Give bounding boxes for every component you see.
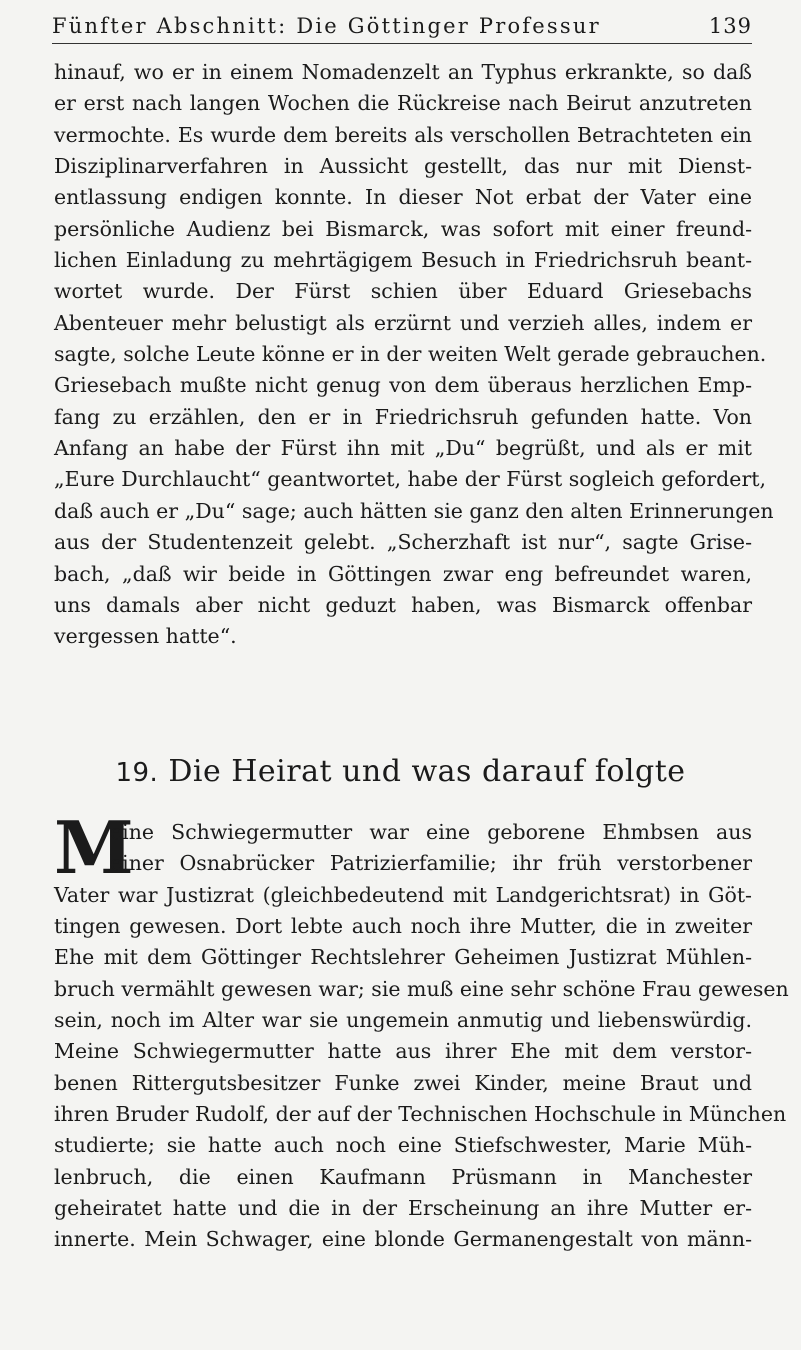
text-line: Meine Schwiegermutter hatte aus ihrer Ehe mit dem verstor- xyxy=(54,1039,752,1064)
text-line: lichen Einladung zu mehrtägigem Besuch in Friedrichsruh beant- xyxy=(54,248,752,273)
text-line: Abenteuer mehr belustigt als erzürnt und verzieh alles, indem er xyxy=(54,310,752,335)
text-line: Vater war Justizrat (gleichbedeutend mit Landgerichtsrat) in Göt- xyxy=(54,882,752,907)
text-line: bach, „daß wir beide in Göttingen zwar eng befreundet waren, xyxy=(54,561,752,586)
text-line: Griesebach mußte nicht genug von dem überaus herzlichen Emp- xyxy=(54,373,752,398)
section-heading xyxy=(0,754,801,789)
running-title: Fünfter Abschnitt: Die Göttinger Professur xyxy=(52,14,601,38)
text-line: er erst nach langen Wochen die Rückreise nach Beirut anzutreten xyxy=(54,91,752,116)
text-line: tingen gewesen. Dort lebte auch noch ihre Mutter, die in zweiter xyxy=(54,914,752,939)
text-line: aus der Studentenzeit gelebt. „Scherzhaft ist nur“, sagte Grise- xyxy=(54,530,752,555)
header-rule xyxy=(52,43,752,44)
text-line: wortet wurde. Der Fürst schien über Eduard Griesebachs xyxy=(54,279,752,304)
running-header xyxy=(52,14,752,46)
text-line: ihren Bruder Rudolf, der auf der Technischen Hochschule in München xyxy=(54,1102,787,1127)
text-line: benen Rittergutsbesitzer Funke zwei Kinder, meine Braut und xyxy=(54,1070,752,1095)
text-line: sagte, solche Leute könne er in der weiten Welt gerade gebrauchen. xyxy=(54,342,767,367)
section-title: Die Heirat und was darauf folgte xyxy=(168,754,686,789)
text-line: Ehe mit dem Göttinger Rechtslehrer Geheimen Justizrat Mühlen- xyxy=(54,945,752,970)
section-number: 19. xyxy=(115,758,159,788)
text-line: vermochte. Es wurde dem bereits als verschollen Betrachteten ein xyxy=(54,122,752,147)
text-line: Disziplinarverfahren in Aussicht gestellt, das nur mit Dienst- xyxy=(54,154,752,179)
text-line: uns damals aber nicht geduzt haben, was Bismarck offenbar xyxy=(54,592,752,617)
text-line: entlassung endigen konnte. In dieser Not erbat der Vater eine xyxy=(54,185,752,210)
paragraph-body xyxy=(54,805,789,1256)
page-number: 139 xyxy=(708,14,752,38)
drop-cap: M xyxy=(54,805,134,890)
text-line: eine Schwiegermutter war eine geborene Ehmbsen aus xyxy=(110,820,752,844)
text-line: daß auch er „Du“ sage; auch hätten sie ganz den alten Erinnerungen xyxy=(54,498,774,523)
paragraph-continuation xyxy=(54,57,774,653)
text-line: Anfang an habe der Fürst ihn mit „Du“ begrüßt, und als er mit xyxy=(54,436,752,461)
text-line: innerte. Mein Schwager, eine blonde Germanengestalt von männ- xyxy=(54,1227,752,1252)
text-line: sein, noch im Alter war sie ungemein anmutig und liebenswürdig. xyxy=(54,1008,752,1033)
text-line: lenbruch, die einen Kaufmann Prüsmann in Manchester xyxy=(54,1164,752,1189)
text-line: einer Osnabrücker Patrizierfamilie; ihr früh verstorbener xyxy=(110,851,752,876)
text-line: fang zu erzählen, den er in Friedrichsruh gefunden hatte. Von xyxy=(54,404,752,429)
text-line: vergessen hatte“. xyxy=(54,624,237,649)
text-line: hinauf, wo er in einem Nomadenzelt an Typhus erkrankte, so daß xyxy=(54,60,752,84)
text-line: persönliche Audienz bei Bismarck, was sofort mit einer freund- xyxy=(54,216,752,241)
text-line: studierte; sie hatte auch noch eine Stiefschwester, Marie Müh- xyxy=(54,1133,752,1158)
text-line: „Eure Durchlaucht“ geantwortet, habe der Fürst sogleich gefordert, xyxy=(54,467,766,492)
text-line: bruch vermählt gewesen war; sie muß eine sehr schöne Frau gewesen xyxy=(54,976,789,1001)
text-line: geheiratet hatte und die in der Erscheinung an ihre Mutter er- xyxy=(54,1196,752,1221)
